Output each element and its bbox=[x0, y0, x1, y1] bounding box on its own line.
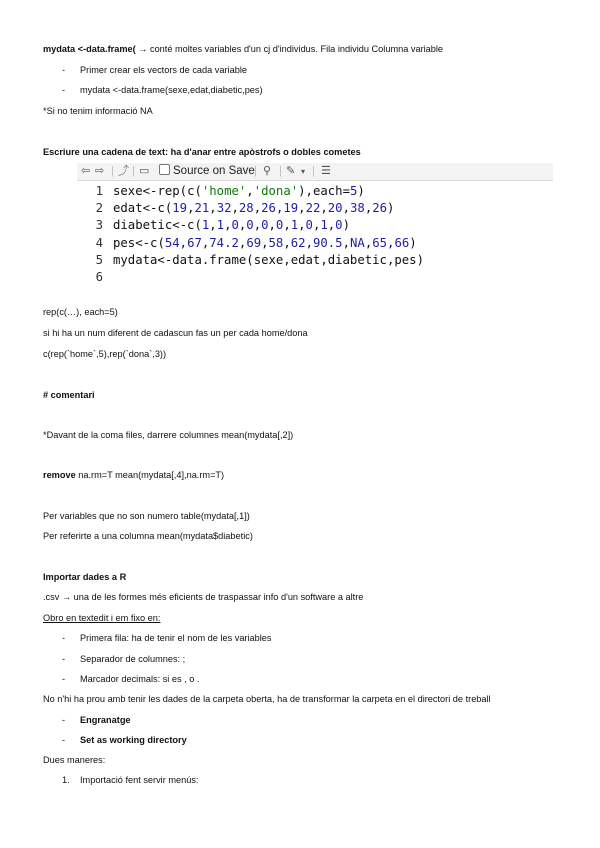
line-number: 6 bbox=[95, 269, 103, 284]
toolbar-divider: | bbox=[254, 165, 257, 177]
comment-heading: # comentari bbox=[43, 390, 95, 400]
bullet-first-row: Primera fila: ha de tenir el nom de les variables bbox=[80, 633, 272, 643]
bullet-set-wd: Set as working directory bbox=[80, 735, 187, 745]
bullet-separator: Separador de columnes: ; bbox=[80, 654, 186, 664]
remove-na-line bbox=[43, 469, 224, 481]
bullet-dash: - bbox=[62, 633, 66, 643]
line-number: 1 bbox=[95, 184, 103, 198]
column-reference-note: Per referirte a una columna mean(mydata$diabetic) bbox=[43, 531, 253, 541]
working-directory-note: No n'hi ha prou amb tenir les dades de la carpeta oberta, ha de transformar la carpeta en el directori de treball bbox=[43, 694, 491, 704]
code-text: edat<-c(19,21,32,28,26,19,22,20,38,26) bbox=[113, 201, 395, 216]
code-lines bbox=[77, 183, 424, 286]
import-heading: Importar dades a R bbox=[43, 572, 127, 582]
code-line bbox=[77, 183, 424, 200]
string-heading: Escriure una cadena de text: ha d'anar entre apòstrofs o dobles cometes bbox=[43, 147, 361, 157]
bullet-dash: - bbox=[62, 715, 66, 725]
code-tools-icon: ✎ bbox=[286, 165, 296, 177]
back-icon: ⇦ bbox=[81, 165, 91, 177]
table-note: Per variables que no son numero table(mydata[,1]) bbox=[43, 511, 250, 521]
editor-toolbar bbox=[77, 163, 553, 181]
show-in-window-icon: ⤴ bbox=[118, 165, 129, 177]
code-line bbox=[77, 217, 424, 234]
forward-icon: ⇨ bbox=[95, 165, 105, 177]
numbered-item-menus: Importació fent servir menús: bbox=[80, 775, 199, 785]
compile-report-icon: ☰ bbox=[321, 165, 331, 177]
bullet-vectors: Primer crear els vectors de cada variable bbox=[80, 65, 247, 75]
search-icon: ⚲ bbox=[263, 165, 272, 177]
code-text: pes<-c(54,67,74.2,69,58,62,90.5,NA,65,66) bbox=[113, 235, 417, 250]
code-editor bbox=[77, 163, 553, 287]
dataframe-line bbox=[43, 43, 443, 55]
code-line bbox=[77, 252, 424, 269]
rep-line: rep(c(…), each=5) bbox=[43, 307, 118, 317]
code-line bbox=[77, 269, 424, 286]
indexing-note: *Davant de la coma files, darrere columnes mean(mydata[,2]) bbox=[43, 430, 294, 440]
rep-example: c(rep(`home`,5),rep(`dona`,3)) bbox=[43, 349, 167, 359]
remove-keyword: remove bbox=[43, 470, 76, 480]
bullet-dash: - bbox=[62, 674, 66, 684]
line-number: 3 bbox=[95, 218, 103, 233]
two-ways-note: Dues maneres: bbox=[43, 755, 106, 765]
line-number: 2 bbox=[95, 201, 103, 216]
line-number: 4 bbox=[95, 235, 103, 250]
source-on-save-label: Source on Save bbox=[173, 165, 255, 177]
toolbar-divider: | bbox=[279, 165, 282, 177]
bullet-dash: - bbox=[62, 735, 66, 745]
rep-explanation: si hi ha un num diferent de cadascun fas un per cada home/dona bbox=[43, 328, 308, 338]
chevron-down-icon: ▾ bbox=[301, 167, 306, 176]
remove-na-rest: na.rm=T mean(mydata[,4],na.rm=T) bbox=[75, 470, 225, 480]
line-number: 5 bbox=[95, 252, 103, 267]
dataframe-keyword: mydata <-data.frame( bbox=[43, 44, 136, 54]
source-on-save-checkbox bbox=[159, 164, 255, 179]
toolbar-divider: | bbox=[111, 165, 114, 177]
numbered-item-number: 1. bbox=[62, 775, 70, 785]
bullet-dash: - bbox=[62, 85, 66, 95]
bullet-dash: - bbox=[62, 654, 66, 664]
code-line bbox=[77, 200, 424, 217]
bullet-dataframe-call: mydata <-data.frame(sexe,edat,diabetic,pes) bbox=[80, 85, 263, 95]
dataframe-description: → conté moltes variables d'un cj d'individus. Fila individu Columna variable bbox=[135, 44, 444, 54]
bullet-gear: Engranatge bbox=[80, 715, 131, 725]
save-icon: ▭ bbox=[139, 165, 150, 177]
checkbox-box bbox=[159, 164, 170, 175]
textedit-note: Obro en textedit i em fixo en: bbox=[43, 613, 161, 623]
na-note: *Si no tenim informació NA bbox=[43, 106, 153, 116]
code-line bbox=[77, 235, 424, 252]
code-text: sexe<-rep(c('home','dona'),each=5) bbox=[113, 184, 365, 198]
csv-note: .csv → una de les formes més eficients de traspassar info d'un software a altre bbox=[43, 592, 364, 602]
code-text: diabetic<-c(1,1,0,0,0,0,1,0,1,0) bbox=[113, 218, 350, 233]
bullet-dash: - bbox=[62, 65, 66, 75]
toolbar-divider: | bbox=[132, 165, 135, 177]
code-text: mydata<-data.frame(sexe,edat,diabetic,pes) bbox=[113, 252, 424, 267]
toolbar-divider: | bbox=[312, 165, 315, 177]
bullet-decimal: Marcador decimals: si es , o . bbox=[80, 674, 200, 684]
